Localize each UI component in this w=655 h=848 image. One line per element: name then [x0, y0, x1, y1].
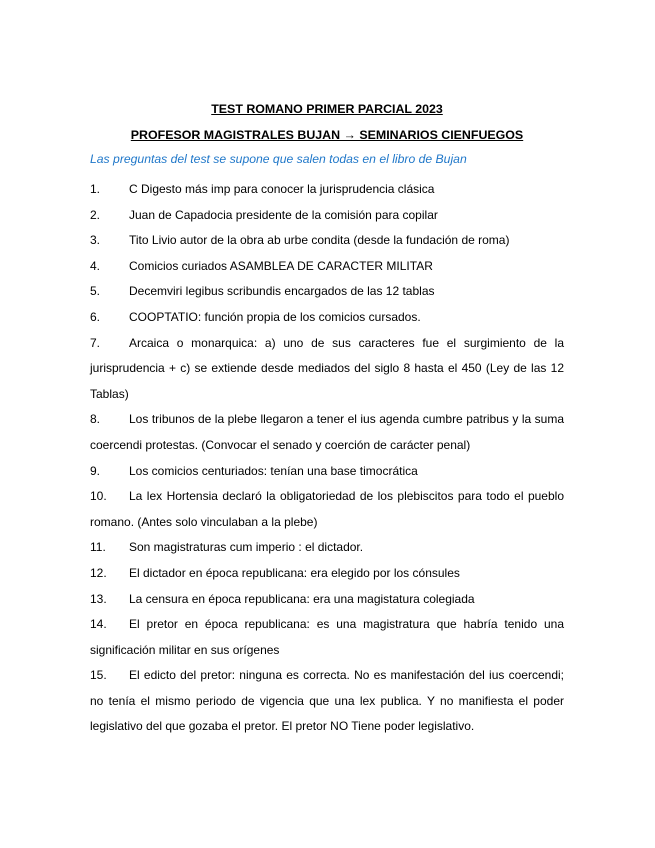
question-number: 6.: [90, 309, 101, 324]
question-item: [90, 561, 564, 587]
question-number: 13.: [90, 591, 107, 606]
question-number: 11.: [90, 540, 106, 555]
question-text: El pretor en época republicana: es una magistratura que habría tenido una significación militar en sus orígenes: [90, 617, 564, 657]
question-number: 1.: [90, 182, 101, 196]
question-number: 9.: [90, 463, 101, 478]
question-item: [90, 305, 564, 331]
question-text: COOPTATIO: función propia de los comicios cursados.: [129, 309, 421, 324]
question-item: [90, 484, 564, 535]
question-number: 8.: [90, 412, 101, 427]
question-item: [90, 407, 564, 458]
question-text: La censura en época republicana: era una magistatura colegiada: [129, 591, 475, 606]
document-note: Las preguntas del test se supone que salen todas en el libro de Bujan: [90, 152, 467, 166]
question-text: Son magistraturas cum imperio : el dictador.: [129, 540, 364, 555]
question-item: [90, 587, 564, 613]
question-number: 12.: [90, 565, 107, 580]
question-text: Los tribunos de la plebe llegaron a tener el ius agenda cumbre patribus y la suma coercendi protestas. (Convocar el senado y coerción de carácter penal): [90, 412, 564, 452]
document-body: [90, 101, 564, 740]
question-item: [90, 228, 564, 254]
question-item: [90, 612, 564, 663]
question-item: [90, 279, 564, 305]
question-number: 7.: [90, 335, 101, 350]
question-text: El edicto del pretor: ninguna es correcta. No es manifestación del ius coercendi; no tenía el mismo periodo de vigencia que una lex publica. Y no manifiesta el poder legislativo del que gozaba el pretor. El pretor NO Tiene poder legislativo.: [90, 668, 564, 734]
question-item: [90, 177, 564, 203]
question-item: [90, 254, 564, 280]
question-text: Decemviri legibus scribundis encargados de las 12 tablas: [129, 284, 435, 299]
question-number: 2.: [90, 207, 101, 222]
question-item: [90, 203, 564, 229]
document-subtitle: PROFESOR MAGISTRALES BUJAN → SEMINARIOS CIENFUEGOS: [130, 128, 524, 142]
question-text: Tito Livio autor de la obra ab urbe condita (desde la fundación de roma): [129, 233, 510, 248]
question-list: [90, 177, 564, 740]
question-text: Arcaica o monarquica: a) uno de sus caracteres fue el surgimiento de la jurisprudencia + c) se extiende desde mediados del siglo 8 hasta el 450 (Ley de las 12 Tablas): [90, 335, 564, 401]
question-text: C Digesto más imp para conocer la jurisprudencia clásica: [129, 182, 435, 196]
question-number: 5.: [90, 284, 101, 299]
question-text: Juan de Capadocia presidente de la comisión para copilar: [129, 207, 438, 222]
question-text: Los comicios centuriados: tenían una base timocrática: [129, 463, 418, 478]
question-item: [90, 331, 564, 408]
question-number: 14.: [90, 617, 107, 632]
question-number: 4.: [90, 258, 101, 273]
question-number: 10.: [90, 489, 107, 504]
question-text: Comicios curiados ASAMBLEA DE CARACTER MILITAR: [129, 258, 433, 273]
question-item: [90, 663, 564, 740]
question-item: [90, 459, 564, 485]
question-item: [90, 535, 564, 561]
question-text: La lex Hortensia declaró la obligatoriedad de los plebiscitos para todo el pueblo romano. (Antes solo vinculaban a la plebe): [90, 489, 564, 529]
question-number: 15.: [90, 668, 107, 683]
question-number: 3.: [90, 233, 101, 248]
question-text: El dictador en época republicana: era elegido por los cónsules: [129, 565, 460, 580]
document-title: TEST ROMANO PRIMER PARCIAL 2023: [211, 102, 443, 116]
